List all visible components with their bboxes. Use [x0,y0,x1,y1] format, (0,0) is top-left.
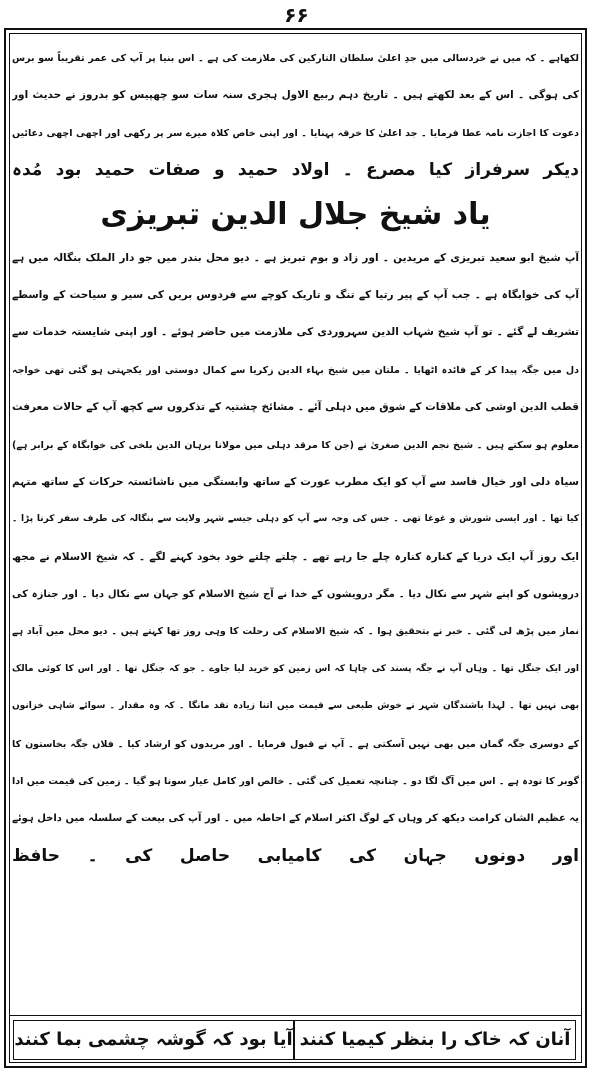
section-heading: یاد شیخ جلال الدین تبریزی [100,196,491,232]
text-line: کی ہوگی ۔ اس کے بعد لکھتے ہیں ۔ تاریخ دہم ربیع الاول ہجری سنہ سات سو چھپیس کو بدروز نے حدیث اور [12,89,579,102]
text-line: کے دوسری جگہ گمان میں بھی نہیں آسکتی ہے ۔ آپ نے قبول فرمایا ۔ اور مریدوں کو ارشاد کیا ۔ فلاں جگہ بخاستون کا [12,738,579,750]
text-line: سیاہ دلی اور خیال فاسد سے آپ کو ایک مطرب عورت کے ساتھ وابستگی میں ناشائستہ حرکات کے ساتھ متہم [12,475,579,488]
text-line: آپ شیخ ابو سعید تبریزی کے مریدین ۔ اور زاد و بوم تبریز ہے ۔ دیو محل بندر میں جو دار الملک بنگالہ میں ہے [12,251,579,264]
text-line: تشریف لے گئے ۔ تو آپ شیخ شہاب الدین سہروردی کی ملازمت میں حاضر ہوئے ۔ اور اپنی شایستہ خدمات سے [12,326,579,339]
text-line: دیکر سرفراز کیا مصرع ۔ اولاد حمید و صفات حمید بود مُدہ [12,160,579,181]
text-line: دعوت کا اجازت نامہ عطا فرمایا ۔ جد اعلیٰ کا خرقہ پہنایا ۔ اور اپنی خاص کلاہ میرے سر پر رکھی اور اچھی اچھی دعائیں [12,127,579,139]
text-line: قطب الدین اوشی کی ملاقات کے شوق میں دہلی آئے ۔ مشائخ چشتیہ کے تذکروں سے کچھ آپ کے حالات معرفت [12,401,579,414]
page-body [12,40,579,875]
text-line: ایک روز آپ ایک دریا کے کنارہ کنارہ چلے جا رہے تھے ۔ چلتے چلتے خود بخود کہنے لگے ۔ کہ شیخ الاسلام نے مجھ [12,550,579,563]
text-line: کیا تھا ۔ اور ایسی شورش و غوغا تھی ۔ جس کی وجہ سے آپ کو دہلی جیسے شہر ولایت سے بنگالہ کی طرف سفر کرنا پڑا ۔ [12,514,579,525]
footer-divider [9,1015,582,1016]
text-line: گوبر کا تودہ ہے ۔ اس میں آگ لگا دو ۔ چنانچہ تعمیل کی گئی ۔ خالص اور کامل عیار سونا ہو گیا ۔ زمین کی قیمت میں ادا [12,776,579,788]
verse-second-hemistich: آیا بود کہ گوشہ چشمی بما کنند [13,1020,294,1060]
text-line: لکھاہے ۔ کہ میں نے خردسالی میں جدِ اعلیٰ سلطان التارکین کی ملازمت کی ہے ۔ اس بنیا پر آپ کی عمر تقریباً سو برس [12,53,579,64]
page-number: ۶۶ [284,3,309,27]
text-line: اور ایک جنگل تھا ۔ وہاں آپ نے جگہ پسند کی چاہا کہ اس زمین کو خرید لیا جاوے ۔ جو کہ جنگل تھا ۔ اور اس کا کوئی مالک [12,663,579,674]
text-line: دل میں جگہ پیدا کر کے فائدہ اٹھایا ۔ ملتان میں شیخ بہاء الدین زکریا سے کمال دوستی اور یکجہتی ہو گئی تھی خواجہ [12,364,579,376]
text-line: آپ کی خوابگاہ ہے ۔ جب آپ کے پیر رتیا کے تنگ و تاریک کوچے سے فردوس بریں کی سیر و سیاحت کے واسطے [12,288,579,301]
text-line: یہ عظیم الشان کرامت دیکھ کر وہاں کے لوگ اکثر اسلام کے احاطہ میں ۔ اور آپ کی بیعت کے سلسلہ میں داخل ہوئے [12,813,579,825]
text-line: معلوم ہو سکتے ہیں ۔ شیخ نجم الدین صغریٰ نے (جن کا مرقد دہلی میں مولانا برہان الدین بلخی کی خوابگاہ کے برابر ہے) [12,439,579,451]
text-line: نماز میں پڑھ لی گئی ۔ خبر نے بتحقیق ہوا ۔ کہ شیخ الاسلام کی رحلت کا وہی روز تھا کہتے ہیں ۔ دیو محل میں آباد ہے [12,626,579,638]
verse-first-hemistich: آنان کہ خاک را بنظر کیمیا کنند [294,1020,576,1060]
text-line: بھی نہیں تھا ۔ لہذا باشندگان شہر نے خوش طبعی سے قیمت میں اتنا زیادہ نقد مانگا ۔ کہ وہ مقدار ۔ سوائے شاہی خزانوں [12,701,579,712]
text-line: اور دونوں جہان کی کامیابی حاصل کی ۔ حافظ [12,845,579,866]
text-line: درویشوں کو اپنے شہر سے نکال دیا ۔ مگر درویشوں کے خدا نے آج شیخ الاسلام کو جہان سے نکال دیا ۔ اور جنازہ کی [12,589,579,601]
